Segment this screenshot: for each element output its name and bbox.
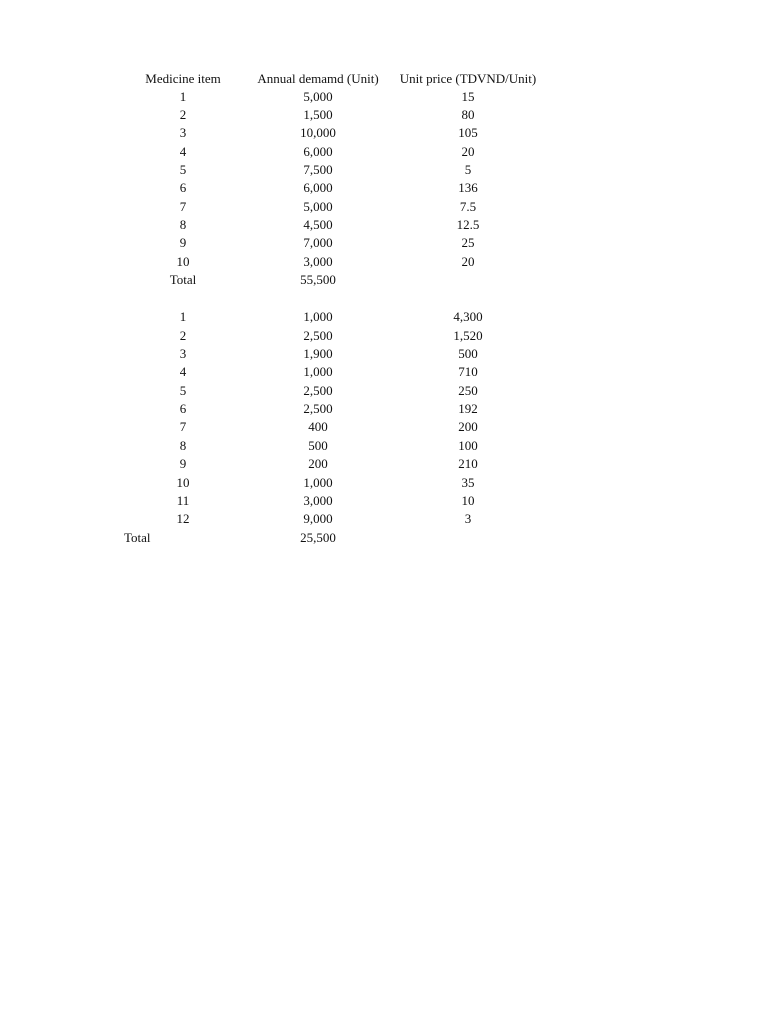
item-cell: 2	[179, 107, 187, 122]
price-cell: 20	[461, 144, 475, 159]
table2-row	[0, 400, 768, 418]
price-cell: 136	[458, 180, 478, 195]
price-cell: 105	[458, 125, 478, 140]
table2-row	[0, 510, 768, 528]
item-cell: 8	[179, 438, 187, 453]
price-cell: 80	[461, 107, 475, 122]
demand-cell: 7,500	[303, 162, 333, 177]
table1-row	[0, 161, 768, 179]
table2-row	[0, 308, 768, 326]
price-cell: 192	[458, 401, 478, 416]
table1-total-row	[0, 271, 768, 289]
total-label: Total	[124, 530, 151, 545]
item-cell: 9	[179, 235, 187, 250]
price-cell: 710	[458, 364, 478, 379]
demand-cell: 1,000	[303, 364, 333, 379]
price-cell: 210	[458, 456, 478, 471]
table1-row	[0, 216, 768, 234]
demand-cell: 2,500	[303, 383, 333, 398]
item-cell: 1	[179, 89, 187, 104]
header-annual-demand: Annual demamd (Unit)	[257, 71, 379, 86]
price-cell: 20	[461, 254, 475, 269]
demand-cell: 6,000	[303, 144, 333, 159]
price-cell: 1,520	[453, 328, 483, 343]
demand-cell: 1,900	[303, 346, 333, 361]
item-cell: 7	[179, 199, 187, 214]
table2-row	[0, 363, 768, 381]
header-medicine-item: Medicine item	[145, 71, 221, 86]
demand-cell: 5,000	[303, 199, 333, 214]
item-cell: 6	[179, 180, 187, 195]
item-cell: 6	[179, 401, 187, 416]
demand-cell: 4,500	[303, 217, 333, 232]
item-cell: 3	[179, 346, 187, 361]
price-cell: 4,300	[453, 309, 483, 324]
table1-row	[0, 88, 768, 106]
price-cell: 35	[461, 475, 475, 490]
table2-row	[0, 492, 768, 510]
demand-cell: 2,500	[303, 401, 333, 416]
price-cell: 25	[461, 235, 475, 250]
table1-row	[0, 106, 768, 124]
demand-cell: 200	[308, 456, 328, 471]
demand-cell: 7,000	[303, 235, 333, 250]
price-cell: 12.5	[456, 217, 480, 232]
price-cell: 100	[458, 438, 478, 453]
demand-cell: 400	[308, 419, 328, 434]
item-cell: 10	[176, 254, 190, 269]
item-cell: 5	[179, 162, 187, 177]
demand-cell: 1,500	[303, 107, 333, 122]
item-cell: 2	[179, 328, 187, 343]
table1-row	[0, 234, 768, 252]
item-cell: 5	[179, 383, 187, 398]
demand-cell: 10,000	[300, 125, 336, 140]
table2-row	[0, 474, 768, 492]
table2-row	[0, 455, 768, 473]
price-cell: 7.5	[459, 199, 477, 214]
item-cell: 7	[179, 419, 187, 434]
item-cell: 4	[179, 144, 187, 159]
price-cell: 10	[461, 493, 475, 508]
total-demand: 25,500	[300, 530, 336, 545]
table1-row	[0, 198, 768, 216]
price-cell: 250	[458, 383, 478, 398]
demand-cell: 1,000	[303, 475, 333, 490]
table1-row	[0, 253, 768, 271]
header-row	[0, 70, 768, 88]
table1-row	[0, 179, 768, 197]
demand-cell: 5,000	[303, 89, 333, 104]
demand-cell: 2,500	[303, 328, 333, 343]
item-cell: 9	[179, 456, 187, 471]
table1-row	[0, 143, 768, 161]
item-cell: 12	[176, 511, 190, 526]
price-cell: 500	[458, 346, 478, 361]
table2-row	[0, 327, 768, 345]
table2-row	[0, 418, 768, 436]
item-cell: 8	[179, 217, 187, 232]
price-cell: 5	[464, 162, 472, 177]
table2-row	[0, 437, 768, 455]
total-label: Total	[169, 272, 197, 287]
demand-cell: 9,000	[303, 511, 333, 526]
price-cell: 200	[458, 419, 478, 434]
item-cell: 11	[176, 493, 190, 508]
table2-row	[0, 345, 768, 363]
table1-row	[0, 124, 768, 142]
price-cell: 15	[461, 89, 475, 104]
item-cell: 10	[176, 475, 190, 490]
item-cell: 1	[179, 309, 187, 324]
price-cell: 3	[464, 511, 472, 526]
demand-cell: 1,000	[303, 309, 333, 324]
item-cell: 4	[179, 364, 187, 379]
demand-cell: 500	[308, 438, 328, 453]
demand-cell: 6,000	[303, 180, 333, 195]
table2-row	[0, 382, 768, 400]
item-cell: 3	[179, 125, 187, 140]
total-demand: 55,500	[300, 272, 336, 287]
header-unit-price: Unit price (TDVND/Unit)	[399, 71, 537, 86]
table2-total-row	[0, 529, 768, 547]
demand-cell: 3,000	[303, 254, 333, 269]
demand-cell: 3,000	[303, 493, 333, 508]
